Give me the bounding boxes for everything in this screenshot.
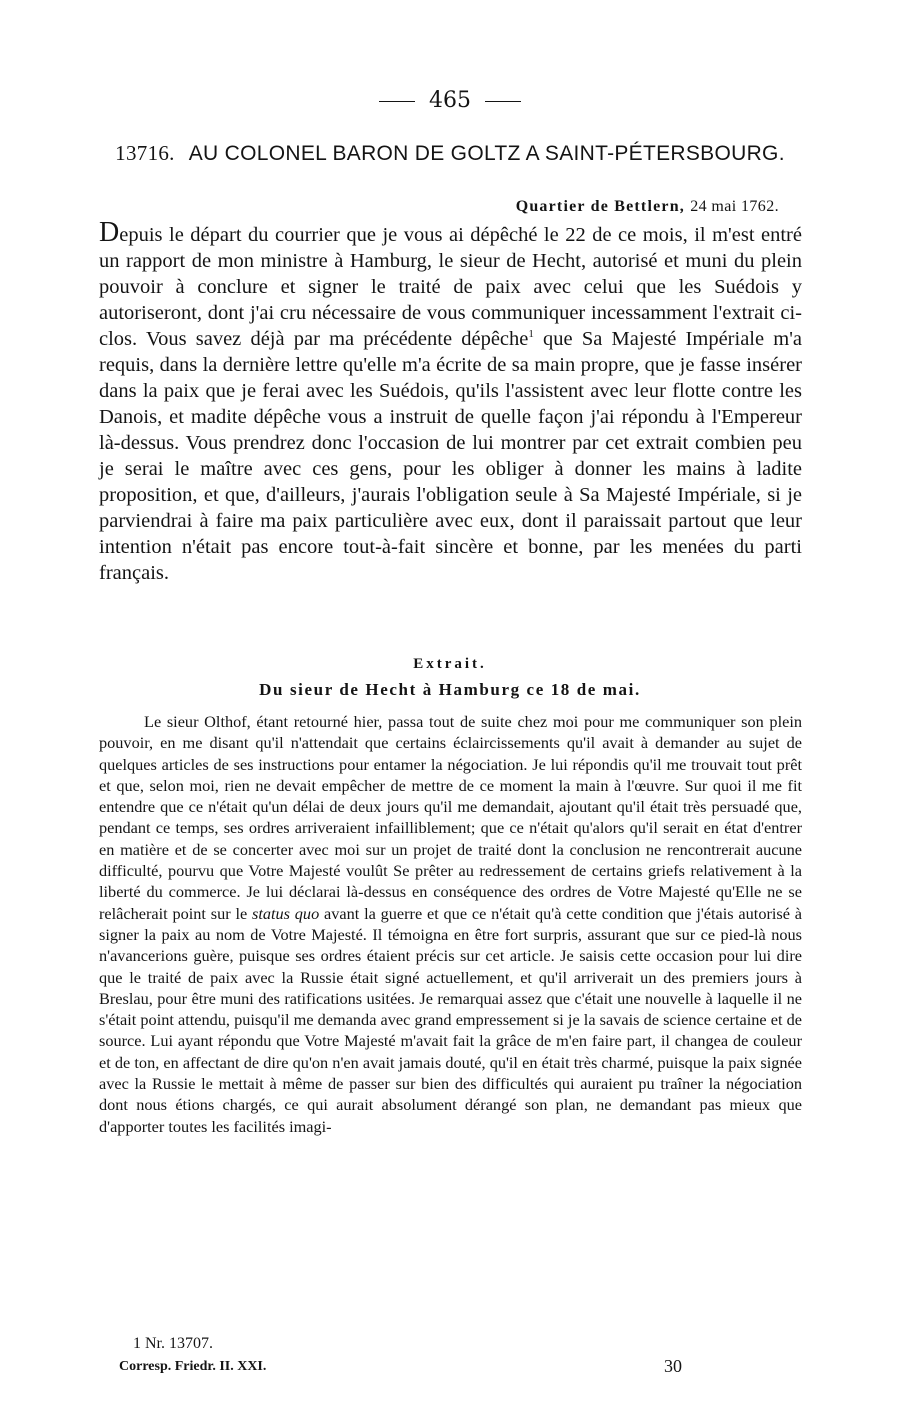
letter-heading — [90, 140, 810, 167]
letter-number: 13716. — [115, 141, 175, 165]
letter-body-part1: epuis le départ du courrier que je vous ai dépêché le 22 de ce mois, il m'est entré un rapport de mon ministre à Hamburg, le sieur de Hecht, autorisé et muni du plein pouvoir à conclure et signer le traité de paix avec celui que les Suédois y autoriseront, dont j'ai cru nécessaire de vous communiquer incessamment l'extrait ci-clos. Vous savez déjà par ma précédente dépêche — [99, 224, 802, 350]
page-number-line — [0, 86, 900, 116]
extract-italic-phrase: status quo — [252, 903, 320, 923]
page-number: 465 — [429, 88, 471, 113]
drop-cap: D — [99, 217, 120, 248]
dash-right — [485, 101, 521, 102]
extract-subtitle: Du sieur de Hecht à Hamburg ce 18 de mai. — [259, 680, 641, 699]
extract-text-part1: Le sieur Olthof, étant retourné hier, passa tout de suite chez moi pour me communiquer son plein pouvoir, en me disant qu'il n'attendait que certains éclaircissements qu'il avait à demander au sujet de quelques articles de ses instructions pour entamer la négociation. Je lui répondis qu'il me trouvait tout prêt et que, selon moi, rien ne devait empêcher de mettre de ce moment la main à l'œuvre. Sur quoi il me fit entendre que ce n'était qu'un délai de deux jours qu'il me demandait, ajoutant qu'il était très persuadé que, pendant ce temps, ses ordres arriveraient infailliblement; que ce n'était qu'alors qu'il serait en état d'entrer en matière et de se concerter avec moi sur un projet de traité dont la conclusion ne rencontrerait aucune difficulté, pourvu que Votre Majesté voulût Se prêter au redressement de certains griefs relativement à la liberté du commerce. Je lui déclarai là-dessus en conséquence des ordres de Votre Majesté qu'Elle ne se relâcherait point sur le — [99, 712, 802, 923]
dateline — [516, 196, 779, 218]
dash-left — [379, 101, 415, 102]
footnote — [133, 1334, 213, 1354]
letter-title: AU COLONEL BARON DE GOLTZ A SAINT-PÉTERSBOURG. — [188, 142, 785, 165]
letter-body — [99, 217, 802, 586]
extract-body — [99, 711, 802, 1137]
footnote-marker: 1 — [133, 1335, 141, 1352]
dateline-date: 24 mai 1762. — [690, 198, 779, 215]
footnote-reference: 1 — [528, 328, 534, 341]
extract-text-part2: avant la guerre et que ce n'était qu'à cette condition que j'étais autorisé à signer la paix au nom de Votre Majesté. Il témoigna en être fort surpris, assurant que sur ce pied-là nous n'avancerions guère, puisque ses ordres étaient précis sur cet article. Je saisis cette occasion pour lui dire que le traité de paix avec la Russie était signé actuellement, et qu'il arriverait un des premiers jours à Breslau, pour être muni des ratifications usitées. Je remarquai assez que c'était une nouvelle à laquelle il ne s'était point attendu, puisqu'il me demanda avec grand empressement si je la savais de science certaine et de source. Lui ayant répondu que Votre Majesté m'avait fait la grâce de m'en faire part, il changea de couleur et de ton, en affectant de dire qu'on n'en avait jamais douté, qu'il en était très charmé, puisque la paix signée avec la Russie le mettait à même de passer sur bien des difficultés qui auraient pu traîner la négociation dont nous étions chargés, ce qui aurait absolument dérangé son plan, ne demandant pas mieux que d'apporter toutes les facilités imagi- — [99, 903, 802, 1136]
footnote-text: Nr. 13707. — [145, 1335, 213, 1352]
dateline-place: Quartier de Bettlern, — [515, 198, 685, 215]
extract-title: Extrait. — [413, 656, 487, 672]
footer-signature: 30 — [664, 1356, 682, 1376]
footer-source: Corresp. Friedr. II. XXI. — [119, 1359, 267, 1374]
letter-body-part2: que Sa Majesté Impériale m'a requis, dans la dernière lettre qu'elle m'a écrite de sa main propre, que je fasse insérer dans la paix que je ferai avec les Suédois, qu'ils l'assistent avec leur flotte contre les Danois, et madite dépêche vous a instruit de quelle façon j'ai répondu à l'Empereur là-dessus. Vous prendrez donc l'occasion de lui montrer par cet extrait combien peu je serai le maître avec ces gens, pour les obliger à donner les mains à ladite proposition, et que, d'ailleurs, j'aurais l'obligation seule à Sa Majesté Impériale, si je parviendrai à faire ma paix particulière avec eux, dont il paraissait partout que leur intention n'était pas encore tout-à-fait sincère et bonne, par les menées du parti français. — [99, 328, 802, 584]
